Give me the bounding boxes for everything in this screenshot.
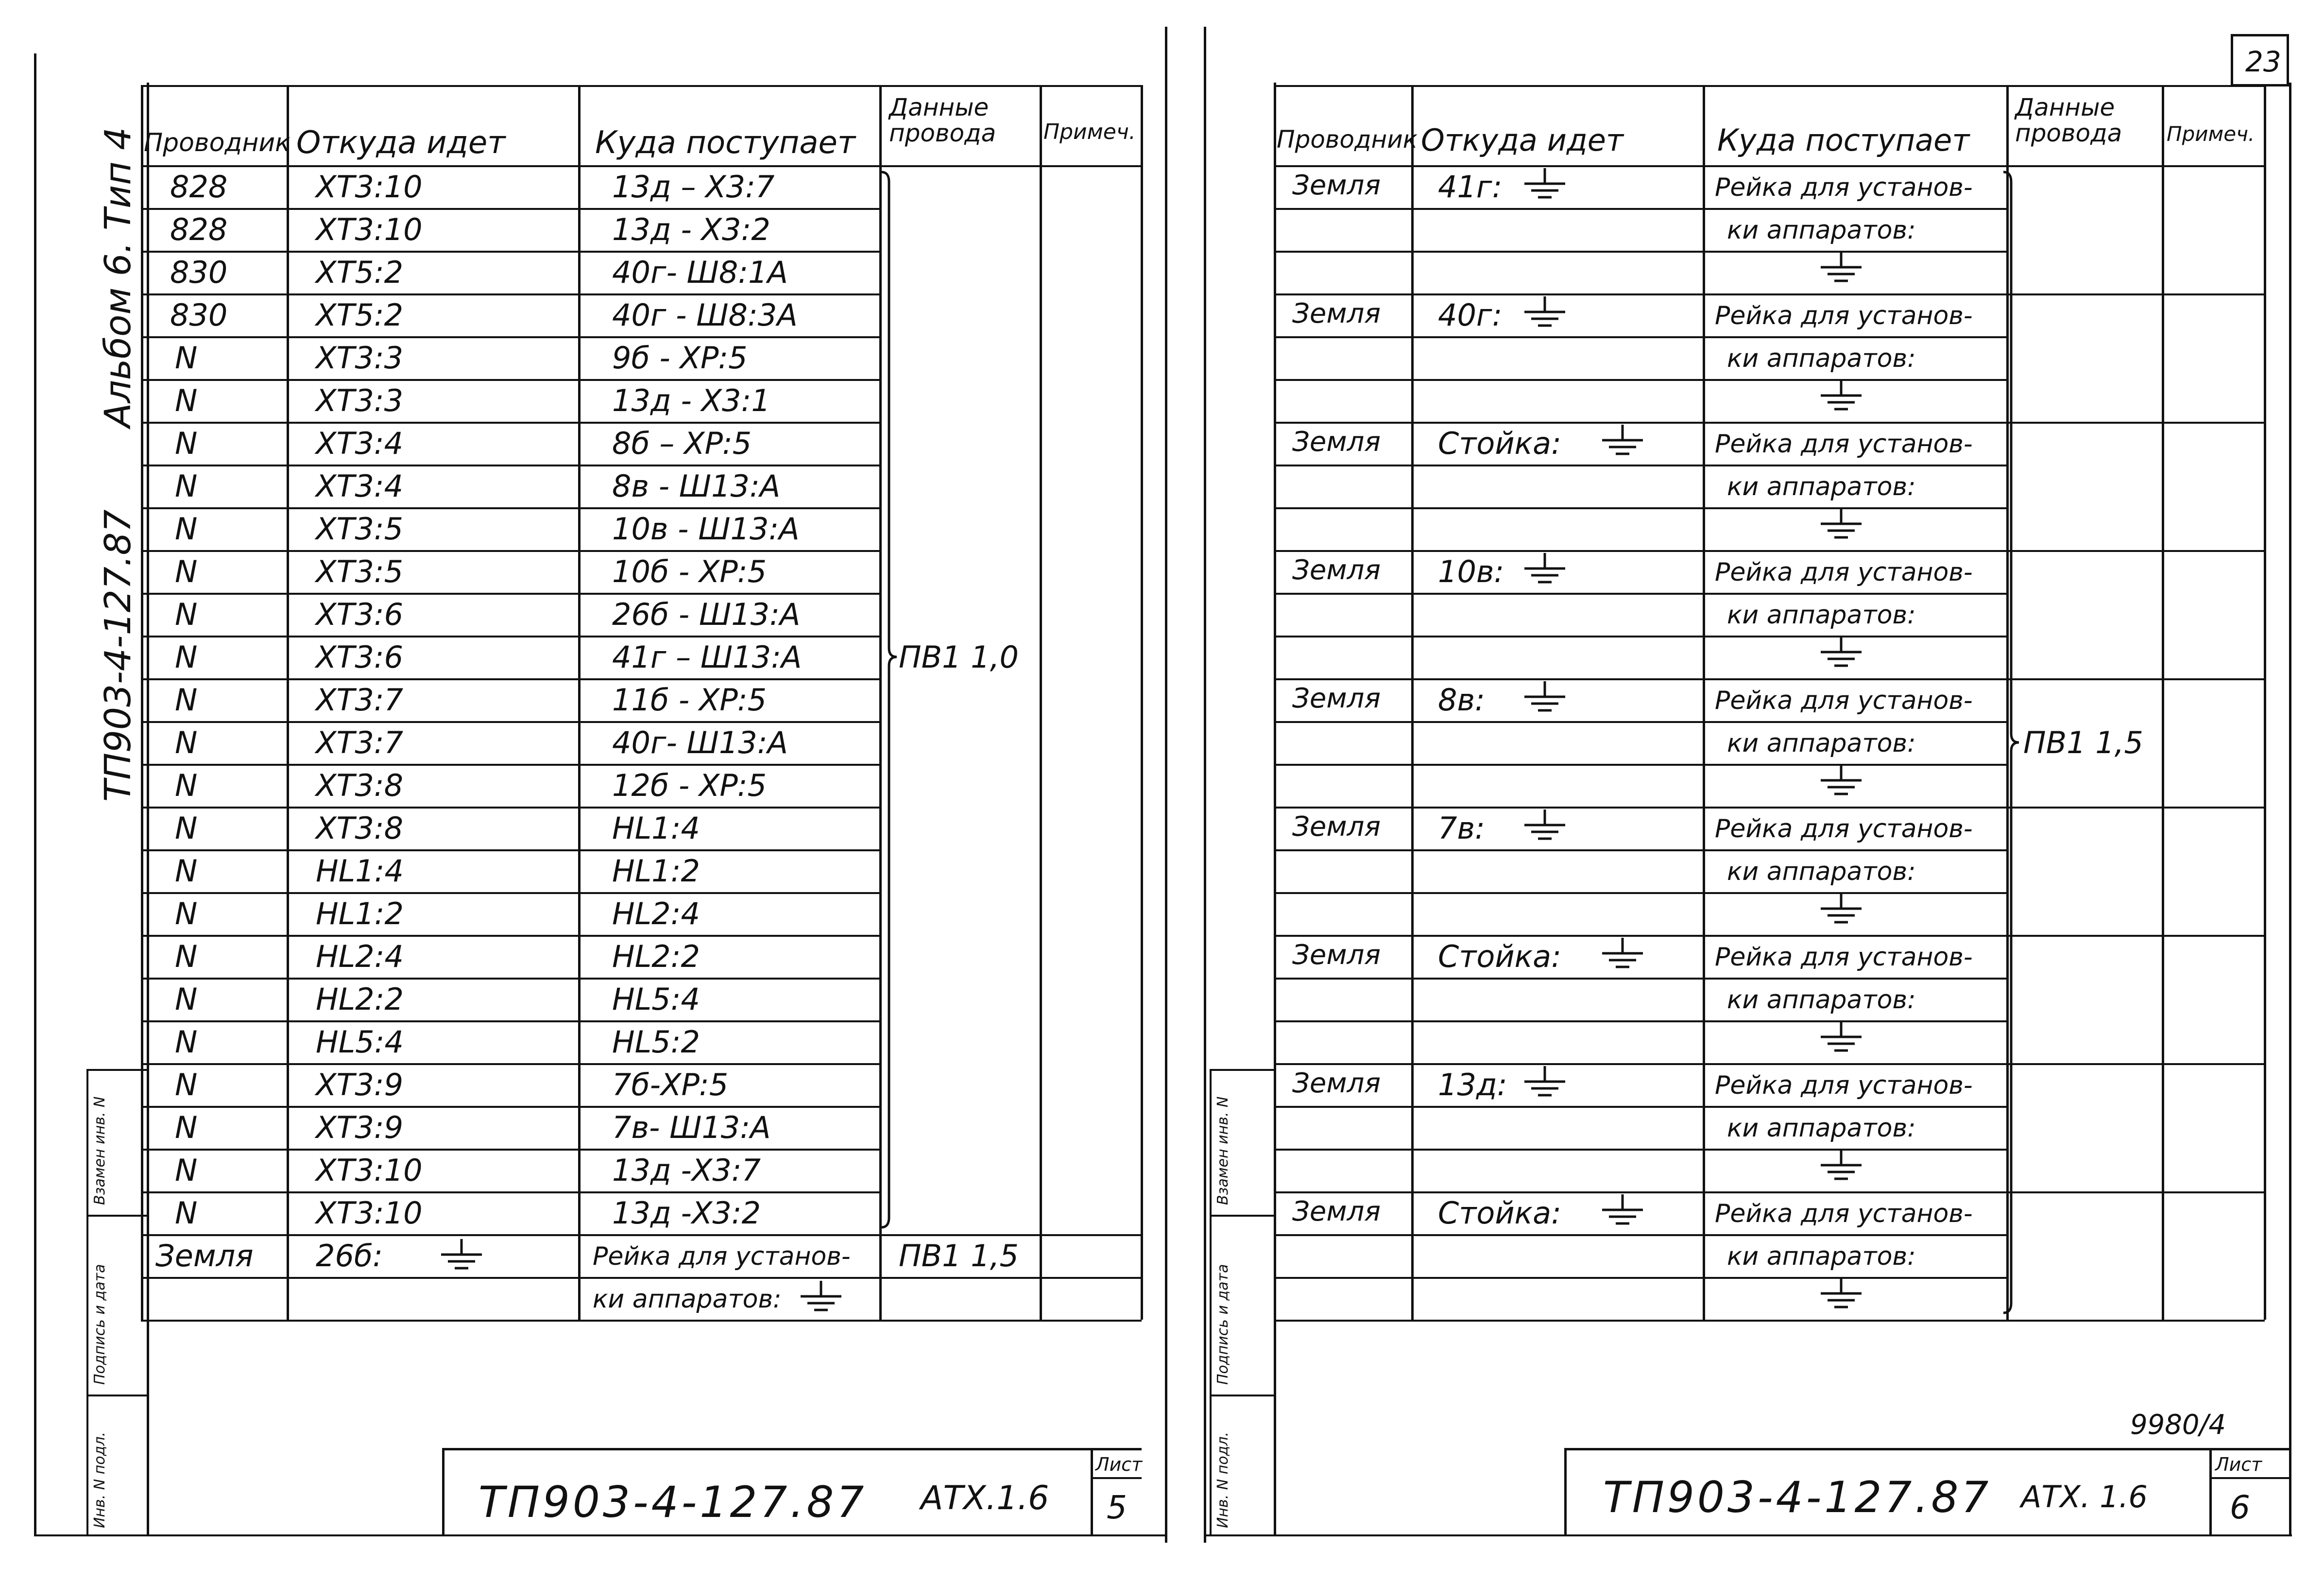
table-row-to: 40г- Ш8:1А <box>612 255 788 290</box>
table-row-to: 40г- Ш13:А <box>612 725 788 760</box>
table-header-line <box>141 165 1142 167</box>
header-to: Куда поступает <box>1717 122 1970 158</box>
table-column-line <box>1411 85 1414 1320</box>
table-row-to: 10б - XP:5 <box>612 554 767 589</box>
header-conductor: Проводник <box>144 128 290 157</box>
table-row-line <box>141 1277 1142 1279</box>
table-row-from: 40г: <box>1438 297 1503 333</box>
table-row-line <box>141 1020 882 1022</box>
table-column-line <box>2162 85 2164 1320</box>
table-top-line <box>141 85 1142 87</box>
table-row-to: HL5:4 <box>612 981 700 1017</box>
table-row-conductor: N <box>175 639 198 675</box>
table-row-to: 7в- Ш13:А <box>612 1110 771 1145</box>
table-row-to: 13д - X3:1 <box>612 383 770 418</box>
header-conductor: Проводник <box>1277 125 1418 154</box>
ground-icon <box>1521 809 1569 843</box>
table-row-conductor: 830 <box>170 297 228 333</box>
table-row-conductor: N <box>175 426 198 461</box>
table-row-line <box>141 1191 882 1193</box>
table-row-from: HL2:4 <box>316 939 404 974</box>
table-row-to: 7б-XP:5 <box>612 1067 729 1102</box>
table-row-line <box>141 507 882 509</box>
table-row-to: 26б - Ш13:А <box>612 597 801 632</box>
earth-from: 26б: <box>316 1238 383 1274</box>
right-sheet-number: 6 <box>2230 1489 2250 1526</box>
table-row-from: 13д: <box>1438 1067 1507 1102</box>
table-row-from: XT5:2 <box>316 297 404 333</box>
ground-icon <box>1521 552 1569 586</box>
stamp-replace-inv-right: Взамен инв. N <box>1214 1096 1231 1205</box>
table-row-line <box>1274 507 2007 509</box>
table-row-to: 13д - X3:2 <box>612 212 770 247</box>
table-header-line <box>1274 165 2265 167</box>
table-row-line <box>141 807 882 809</box>
table-row-line <box>141 593 882 595</box>
left-group-wire: ПВ1 1,0 <box>899 639 1019 675</box>
table-row-from: XT3:9 <box>316 1067 404 1102</box>
table-row-conductor: N <box>175 981 198 1017</box>
table-row-conductor: Земля <box>1292 554 1381 586</box>
table-row-to: 9б - XP:5 <box>612 340 748 376</box>
table-row-from: HL1:4 <box>316 853 404 889</box>
left-project-code: ТП903-4-127.87 <box>478 1477 867 1527</box>
table-row-conductor: N <box>175 896 198 931</box>
left-sheet-label: Лист <box>1095 1454 1143 1475</box>
inventory-number: 9980/4 <box>2130 1409 2226 1441</box>
table-row-line <box>141 636 882 637</box>
header-wire-data: Данные провода <box>889 93 996 147</box>
table-row-conductor: N <box>175 554 198 589</box>
table-row-from: XT3:6 <box>316 597 404 632</box>
table-row-line <box>1274 721 2007 723</box>
table-row-dest-line2: ки аппаратов: <box>1727 601 1916 630</box>
table-row-line <box>1274 208 2007 210</box>
ground-icon <box>1817 251 1865 285</box>
table-row-to: HL5:2 <box>612 1024 700 1060</box>
right-doc-code: АТХ. 1.6 <box>2021 1479 2148 1515</box>
table-row-line <box>1274 1191 2265 1193</box>
table-row-line <box>1274 849 2007 851</box>
table-row-conductor: Земля <box>1292 939 1381 971</box>
table-row-from: HL5:4 <box>316 1024 404 1060</box>
table-row-line <box>141 1063 882 1065</box>
table-row-dest-line2: ки аппаратов: <box>1727 985 1916 1015</box>
table-row-from: 7в: <box>1438 810 1485 846</box>
right-group-wire: ПВ1 1,5 <box>2023 725 2143 760</box>
left-sheet-number: 5 <box>1107 1489 1127 1526</box>
table-row-conductor: N <box>175 1195 198 1231</box>
table-column-line <box>1703 85 1705 1320</box>
table-row-conductor: N <box>175 597 198 632</box>
table-row-dest-line2: ки аппаратов: <box>1727 472 1916 501</box>
stamp-replace-inv: Взамен инв. N <box>91 1096 108 1205</box>
table-row-line <box>141 251 882 253</box>
table-row-line <box>1274 978 2007 980</box>
table-row-from: XT3:6 <box>316 639 404 675</box>
page-number: 23 <box>2245 45 2281 78</box>
ground-icon <box>1521 167 1569 201</box>
table-column-line <box>1040 85 1042 1320</box>
ground-icon <box>1598 937 1647 971</box>
table-row-line <box>1274 935 2265 937</box>
ground-icon <box>1817 379 1865 413</box>
table-row-dest-line2: ки аппаратов: <box>1727 216 1916 245</box>
left-doc-code: АТХ.1.6 <box>921 1479 1049 1517</box>
table-row-to: 13д – X3:7 <box>612 169 775 205</box>
table-row-dest-line1: Рейка для установ- <box>1715 686 1973 715</box>
table-row-line <box>1274 678 2265 680</box>
table-row-conductor: Земля <box>1292 811 1381 843</box>
table-row-line <box>141 935 882 937</box>
ground-icon <box>1817 507 1865 541</box>
table-row-to: 13д -X3:2 <box>612 1195 761 1231</box>
table-row-from: Стойка: <box>1438 1195 1561 1231</box>
table-row-conductor: Земля <box>1292 426 1381 458</box>
right-project-code: ТП903-4-127.87 <box>1603 1472 1992 1522</box>
header-from: Откуда идет <box>296 125 506 161</box>
table-row-from: XT3:8 <box>316 768 404 803</box>
table-row-conductor: Земля <box>1292 170 1381 201</box>
ground-icon <box>1817 892 1865 926</box>
table-row-dest-line1: Рейка для установ- <box>1715 301 1973 330</box>
ground-icon <box>1817 764 1865 798</box>
earth-to-line2: ки аппаратов: <box>593 1285 782 1314</box>
table-row-from: HL1:2 <box>316 896 404 931</box>
table-row-line <box>1274 465 2007 466</box>
table-row-dest-line1: Рейка для установ- <box>1715 430 1973 459</box>
right-group-brace <box>2001 170 2021 1315</box>
ground-icon <box>1817 1277 1865 1311</box>
ground-icon <box>1817 1020 1865 1054</box>
table-row-dest-line1: Рейка для установ- <box>1715 943 1973 972</box>
ground-icon <box>1817 1149 1865 1183</box>
table-row-line <box>141 1149 882 1151</box>
header-note: Примеч. <box>2167 122 2255 146</box>
table-row-from: XT3:4 <box>316 426 404 461</box>
table-row-line <box>1274 550 2265 552</box>
table-row-line <box>141 1320 1142 1322</box>
table-column-line <box>1274 85 1276 1320</box>
ground-icon <box>437 1238 486 1272</box>
table-row-conductor: 830 <box>170 255 228 290</box>
table-row-conductor: N <box>175 511 198 547</box>
table-row-from: Стойка: <box>1438 939 1561 974</box>
table-row-line <box>141 978 882 980</box>
earth-to-line1: Рейка для установ- <box>593 1242 851 1271</box>
table-row-line <box>141 678 882 680</box>
table-column-line <box>2264 85 2266 1320</box>
table-row-line <box>1274 764 2007 766</box>
table-row-from: XT5:2 <box>316 255 404 290</box>
table-row-to: 11б - XP:5 <box>612 682 767 718</box>
table-row-line <box>1274 1063 2265 1065</box>
table-row-to: 41г – Ш13:А <box>612 639 802 675</box>
ground-icon <box>1817 636 1865 670</box>
table-row-conductor: N <box>175 340 198 376</box>
table-row-line <box>1274 336 2007 338</box>
right-sheet-label: Лист <box>2215 1454 2262 1475</box>
table-row-dest-line2: ки аппаратов: <box>1727 729 1916 758</box>
project-side-code: ТП903-4-127.87 <box>97 509 139 802</box>
table-row-to: 8в - Ш13:А <box>612 468 781 504</box>
table-row-from: XT3:9 <box>316 1110 404 1145</box>
stamp-inv-orig: Инв. N подл. <box>91 1431 108 1528</box>
ground-icon <box>1598 424 1647 458</box>
table-row-line <box>141 465 882 466</box>
table-row-line <box>1274 1320 2265 1322</box>
table-row-from: XT3:10 <box>316 1195 423 1231</box>
table-row-conductor: N <box>175 810 198 846</box>
table-row-conductor: 828 <box>170 212 228 247</box>
header-to: Куда поступает <box>595 125 856 161</box>
table-row-dest-line1: Рейка для установ- <box>1715 1071 1973 1100</box>
left-group-brace <box>879 170 899 1229</box>
table-row-conductor: Земля <box>1292 1196 1381 1227</box>
table-row-line <box>1274 379 2007 381</box>
table-row-line <box>141 721 882 723</box>
table-row-conductor: N <box>175 1024 198 1060</box>
table-column-line <box>287 85 289 1320</box>
table-row-line <box>141 336 882 338</box>
table-row-to: 8б – XP:5 <box>612 426 752 461</box>
table-row-from: XT3:3 <box>316 383 404 418</box>
earth-conductor: Земля <box>155 1238 254 1274</box>
table-row-line <box>141 550 882 552</box>
table-row-conductor: N <box>175 1110 198 1145</box>
table-row-to: HL2:4 <box>612 896 700 931</box>
table-row-dest-line2: ки аппаратов: <box>1727 344 1916 373</box>
table-row-line <box>141 208 882 210</box>
earth-wire: ПВ1 1,5 <box>899 1238 1019 1274</box>
table-row-from: XT3:7 <box>316 682 404 718</box>
table-row-line <box>141 849 882 851</box>
stamp-sign-date: Подпись и дата <box>91 1264 108 1385</box>
table-column-line <box>578 85 581 1320</box>
table-row-dest-line2: ки аппаратов: <box>1727 857 1916 886</box>
table-row-conductor: 828 <box>170 169 228 205</box>
ground-icon <box>1521 680 1569 714</box>
table-row-line <box>141 1234 1142 1236</box>
table-row-from: XT3:10 <box>316 1153 423 1188</box>
table-row-conductor: N <box>175 939 198 974</box>
table-row-line <box>1274 1106 2007 1108</box>
table-row-conductor: N <box>175 1067 198 1102</box>
table-row-conductor: N <box>175 768 198 803</box>
table-row-from: 10в: <box>1438 554 1504 589</box>
table-row-dest-line1: Рейка для установ- <box>1715 558 1973 587</box>
table-row-conductor: Земля <box>1292 298 1381 329</box>
table-row-dest-line1: Рейка для установ- <box>1715 814 1973 844</box>
table-row-from: XT3:5 <box>316 554 404 589</box>
stamp-sign-date-right: Подпись и дата <box>1214 1264 1231 1385</box>
table-row-conductor: N <box>175 383 198 418</box>
table-row-from: XT3:10 <box>316 212 423 247</box>
table-row-from: 8в: <box>1438 682 1485 718</box>
table-row-line <box>1274 1020 2007 1022</box>
table-row-conductor: N <box>175 725 198 760</box>
stamp-inv-orig-right: Инв. N подл. <box>1214 1431 1231 1528</box>
table-row-line <box>1274 1277 2007 1279</box>
album-title: Альбом 6. Тип 4 <box>97 127 139 428</box>
table-row-from: HL2:2 <box>316 981 404 1017</box>
table-row-line <box>1274 593 2007 595</box>
table-row-conductor: N <box>175 468 198 504</box>
table-row-from: XT3:7 <box>316 725 404 760</box>
table-row-from: XT3:3 <box>316 340 404 376</box>
table-row-from: XT3:10 <box>316 169 423 205</box>
table-row-conductor: N <box>175 1153 198 1188</box>
table-row-from: 41г: <box>1438 169 1503 205</box>
table-row-line <box>1274 1149 2007 1151</box>
ground-icon <box>1598 1193 1647 1227</box>
ground-icon <box>1521 295 1569 329</box>
table-column-line <box>1141 85 1143 1320</box>
table-column-line <box>141 85 143 1320</box>
ground-icon <box>1521 1065 1569 1099</box>
table-row-line <box>1274 293 2265 295</box>
table-row-line <box>1274 1234 2007 1236</box>
table-row-conductor: Земля <box>1292 683 1381 714</box>
table-row-dest-line1: Рейка для установ- <box>1715 173 1973 202</box>
table-row-line <box>1274 636 2007 637</box>
table-row-line <box>141 764 882 766</box>
table-row-conductor: N <box>175 682 198 718</box>
table-row-from: Стойка: <box>1438 426 1561 461</box>
header-note: Примеч. <box>1043 120 1136 144</box>
table-row-from: XT3:5 <box>316 511 404 547</box>
table-row-to: HL1:2 <box>612 853 700 889</box>
ground-icon <box>797 1280 845 1314</box>
table-row-line <box>1274 892 2007 894</box>
table-top-line <box>1274 85 2265 87</box>
header-wire-data: Данные провода <box>2015 93 2122 147</box>
table-row-dest-line2: ки аппаратов: <box>1727 1242 1916 1271</box>
table-row-line <box>1274 251 2007 253</box>
table-row-line <box>141 892 882 894</box>
table-row-to: 13д -X3:7 <box>612 1153 761 1188</box>
table-row-conductor: Земля <box>1292 1067 1381 1099</box>
table-row-line <box>1274 807 2265 809</box>
table-row-dest-line2: ки аппаратов: <box>1727 1114 1916 1143</box>
table-row-to: 12б - XP:5 <box>612 768 767 803</box>
table-row-line <box>1274 422 2265 424</box>
table-row-line <box>141 293 882 295</box>
table-row-line <box>141 1106 882 1108</box>
table-row-line <box>141 379 882 381</box>
table-row-from: XT3:4 <box>316 468 404 504</box>
table-row-from: XT3:8 <box>316 810 404 846</box>
table-row-to: 40г - Ш8:3А <box>612 297 798 333</box>
table-row-to: 10в - Ш13:А <box>612 511 800 547</box>
table-row-dest-line1: Рейка для установ- <box>1715 1199 1973 1228</box>
header-from: Откуда идет <box>1421 122 1624 158</box>
table-row-line <box>141 422 882 424</box>
table-row-to: HL2:2 <box>612 939 700 974</box>
table-row-conductor: N <box>175 853 198 889</box>
table-row-to: HL1:4 <box>612 810 700 846</box>
